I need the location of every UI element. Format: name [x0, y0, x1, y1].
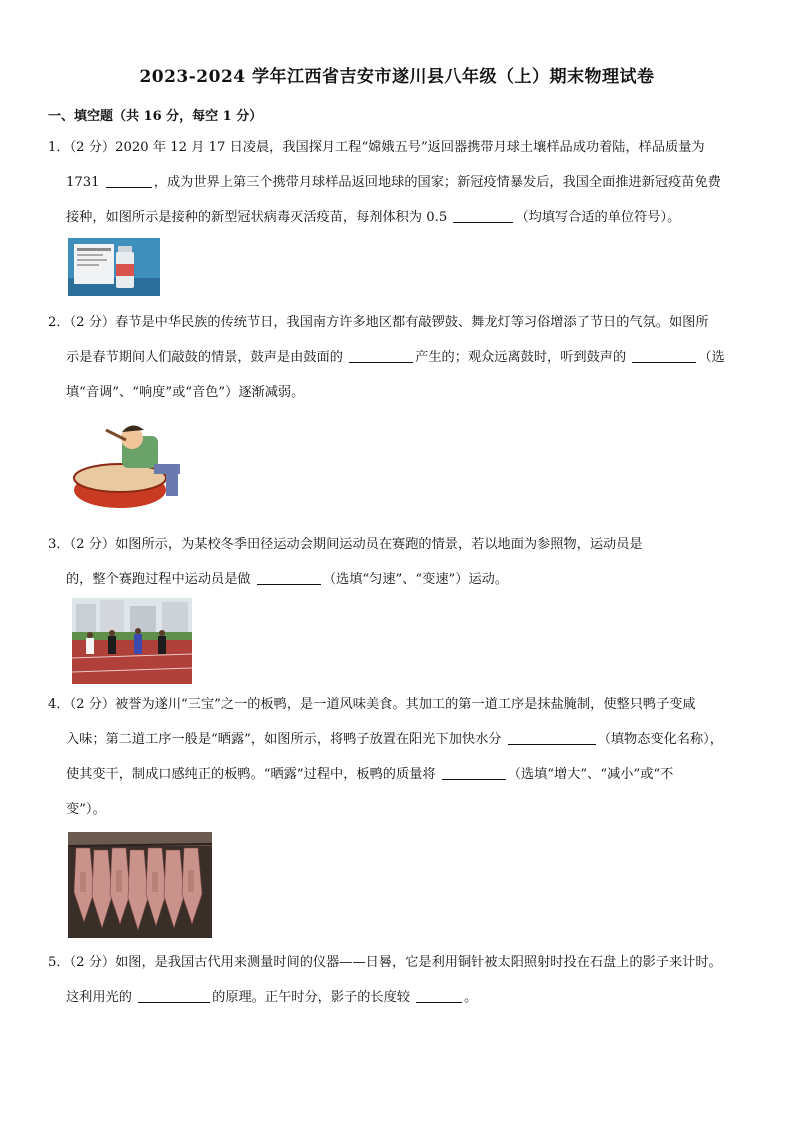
answer-blank[interactable]: [416, 988, 462, 1003]
vaccine-image: [68, 238, 160, 296]
question-text: 的，整个赛跑过程中运动员是做: [66, 572, 251, 587]
answer-blank[interactable]: [106, 173, 152, 188]
question-text: 填“音调”、“响度”或“音色”）逐渐减弱。: [66, 385, 305, 400]
race-image: [72, 598, 192, 684]
question-text: 接种，如图所示是接种的新型冠状病毒灭活疫苗，每剂体积为 0.5: [66, 210, 448, 225]
question-number: 5．: [48, 955, 70, 970]
question-number: 4．: [48, 697, 70, 712]
question-3: [48, 527, 756, 597]
salted-duck-image: [68, 832, 212, 938]
question-number: 2．: [48, 315, 70, 330]
section-heading: 一、填空题（共 16 分，每空 1 分）: [48, 109, 263, 124]
question-text: （填物态变化名称），: [597, 732, 723, 747]
question-text: 示是春节期间人们敲鼓的情景，鼓声是由鼓面的: [66, 350, 343, 365]
question-number: 1．: [48, 140, 70, 155]
answer-blank[interactable]: [138, 988, 210, 1003]
drum-image: [66, 418, 188, 512]
question-text: 产生的；观众远离鼓时，听到鼓声的: [415, 350, 627, 365]
answer-blank[interactable]: [632, 348, 696, 363]
question-text: （2 分）2020 年 12 月 17 日凌晨，我国探月工程“嫦娥五号”返回器携带月球土壤样品成功着陆，样品质量为: [69, 140, 705, 155]
answer-blank[interactable]: [508, 730, 596, 745]
answer-blank[interactable]: [442, 765, 506, 780]
question-text: （选填“增大”、“减小”或“不: [507, 767, 674, 782]
question-text: （选填“匀速”、“变速”）运动。: [322, 572, 509, 587]
answer-blank[interactable]: [349, 348, 413, 363]
question-text: 入味；第二道工序一般是“晒露”，如图所示，将鸭子放置在阳光下加快水分: [66, 732, 502, 747]
question-text: （2 分）如图，是我国古代用来测量时间的仪器——日晷，它是利用铜针被太阳照射时投在石盘上的影子来计时。: [69, 955, 722, 970]
question-text: 使其变干，制成口感纯正的板鸭。“晒露”过程中，板鸭的质量将: [66, 767, 436, 782]
question-text: 1731: [66, 175, 100, 190]
question-text: ，成为世界上第三个携带月球样品返回地球的国家；新冠疫情暴发后，我国全面推进新冠疫苗免费: [153, 175, 721, 190]
answer-blank[interactable]: [453, 208, 513, 223]
question-text: （2 分）被誉为遂川“三宝”之一的板鸭，是一道风味美食。其加工的第一道工序是抹盐腌制，使整只鸭子变咸: [69, 697, 696, 712]
question-text: （2 分）如图所示，为某校冬季田径运动会期间运动员在赛跑的情景，若以地面为参照物，运动员是: [69, 537, 643, 552]
question-1: [48, 130, 756, 235]
answer-blank[interactable]: [257, 570, 321, 585]
question-5: [48, 945, 756, 1015]
question-text: （2 分）春节是中华民族的传统节日，我国南方许多地区都有敲锣鼓、舞龙灯等习俗增添了节日的气氛。如图所: [69, 315, 709, 330]
question-text: （均填写合适的单位符号）。: [515, 210, 681, 225]
question-text: 。: [464, 990, 478, 1005]
exam-title: 2023-2024 学年江西省吉安市遂川县八年级（上）期末物理试卷: [139, 67, 655, 87]
question-text: 的原理。正午时分，影子的长度较: [212, 990, 410, 1005]
question-text: 这利用光的: [66, 990, 132, 1005]
question-4: [48, 687, 756, 827]
question-text: （选: [698, 350, 725, 365]
question-number: 3．: [48, 537, 70, 552]
question-2: [48, 305, 756, 410]
question-text: 变”）。: [66, 802, 106, 817]
